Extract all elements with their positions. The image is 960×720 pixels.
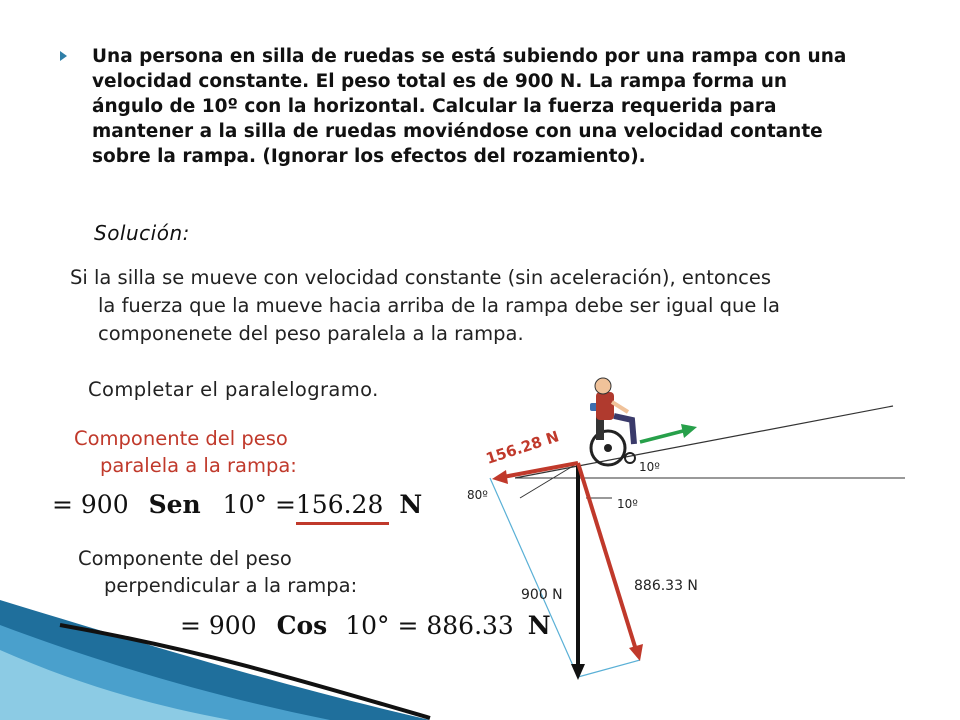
parallelogram-edge: [578, 660, 640, 677]
perpendicular-arrow: [578, 463, 636, 650]
motion-arrow: [640, 431, 683, 442]
problem-line: Una persona en silla de ruedas se está subiendo por una rampa con una: [92, 46, 847, 67]
solution-title: Solución:: [94, 221, 190, 245]
problem-line: mantener a la silla de ruedas moviéndose con una velocidad contante: [92, 121, 823, 142]
perp-label-line: perpendicular a la rampa:: [104, 574, 358, 597]
parallel-label-line: paralela a la rampa:: [100, 454, 297, 477]
eq-angle: 10°: [345, 611, 390, 640]
problem-line: sobre la rampa. (Ignorar los efectos del rozamiento).: [92, 146, 646, 167]
problem-line: ángulo de 10º con la horizontal. Calcular la fuerza requerida para: [92, 96, 777, 117]
decorative-swoosh: [0, 600, 430, 720]
eq-prefix: = 900: [180, 611, 257, 640]
perpendicular-arrowhead: [629, 644, 643, 661]
eq-angle: 10°: [222, 490, 267, 519]
parallel-arrowhead: [492, 470, 508, 484]
angle-10-label: 10º: [617, 497, 638, 511]
eq-equals: =: [274, 490, 296, 519]
complete-instruction: Completar el paralelogramo.: [88, 378, 379, 401]
angle-80-label: 80º: [467, 488, 488, 502]
weight-label: 900 N: [521, 587, 563, 603]
eq-func: Cos: [276, 611, 328, 640]
eq-result-value: 156.28: [295, 490, 384, 519]
solution-line: componenete del peso paralela a la rampa.: [98, 322, 524, 345]
eq-prefix: = 900: [52, 490, 129, 519]
parallel-label-line: Componente del peso: [74, 427, 288, 450]
eq-result: = 886.33: [397, 611, 514, 640]
ramp-angle-label: 10º: [639, 460, 660, 474]
wheelchair-person-icon: [590, 378, 635, 465]
eq-unit: N: [527, 611, 551, 640]
eq-unit: N: [399, 490, 423, 519]
perp-label-line: Componente del peso: [78, 547, 292, 570]
parallel-force-label: 156.28 N: [483, 427, 562, 468]
perpendicular-force-label: 886.33 N: [634, 578, 698, 594]
solution-line: Si la silla se mueve con velocidad constante (sin aceleración), entonces: [70, 266, 772, 289]
parallelogram-edge: [490, 478, 578, 677]
eq-func: Sen: [148, 490, 201, 519]
solution-line: la fuerza que la mueve hacia arriba de la rampa debe ser igual que la: [98, 294, 780, 317]
problem-line: velocidad constante. El peso total es de 900 N. La rampa forma un: [92, 71, 788, 92]
motion-arrowhead: [681, 424, 697, 438]
weight-arrowhead: [571, 664, 585, 680]
